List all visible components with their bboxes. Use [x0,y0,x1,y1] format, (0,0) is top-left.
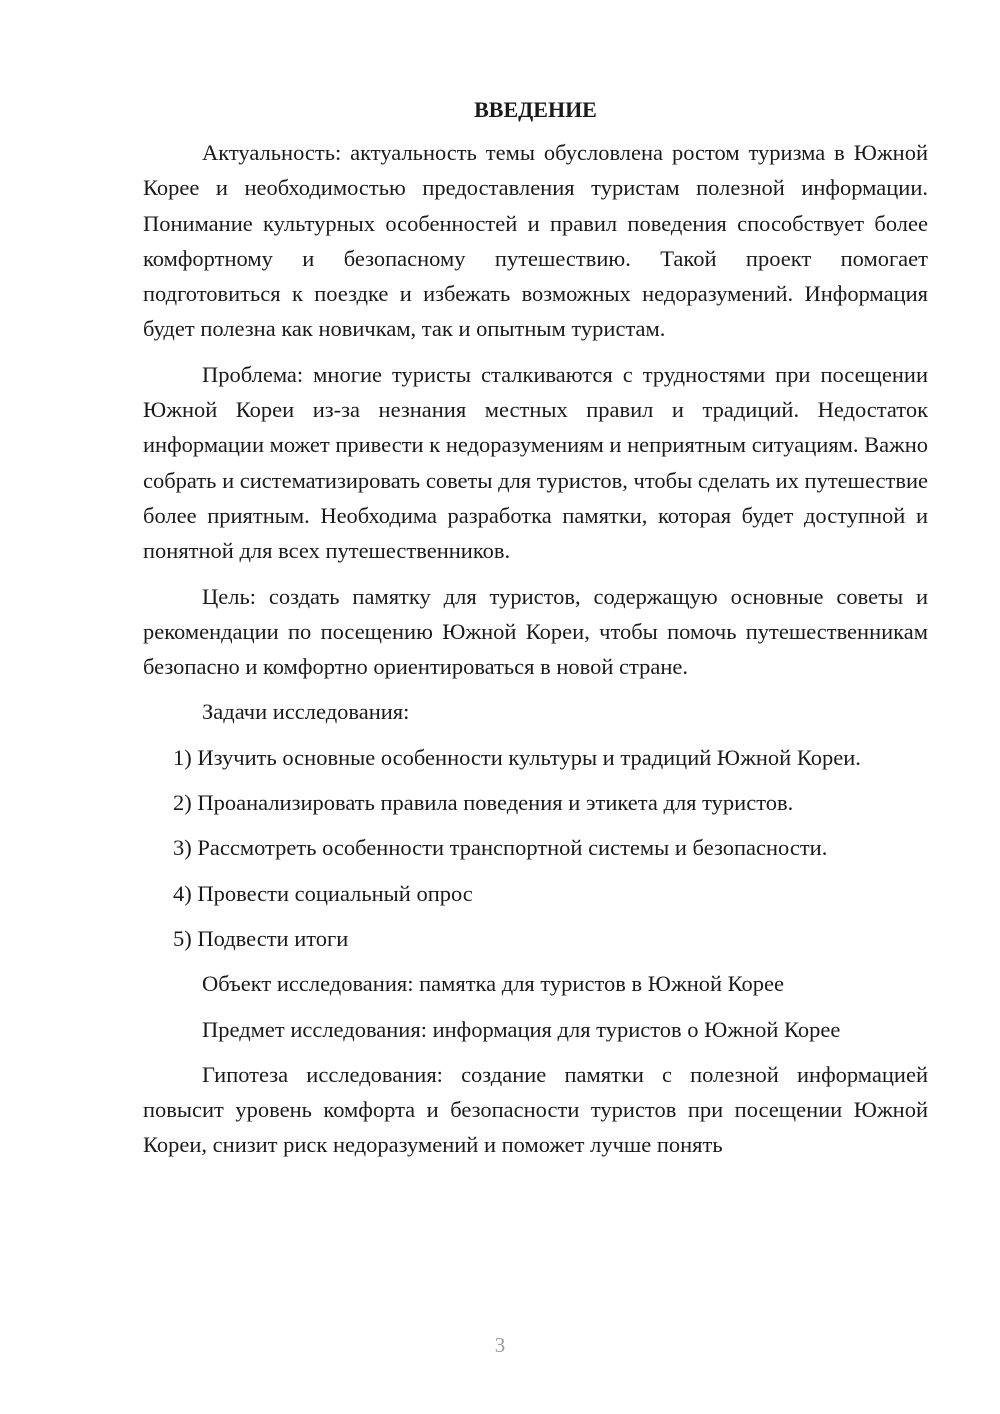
paragraph-subject: Предмет исследования: информация для туристов о Южной Корее [202,1016,841,1042]
task-item-2: 2) Проанализировать правила поведения и этикета для туристов. [173,790,794,816]
paragraph-hypothesis: Гипотеза исследования: создание памятки с полезной информацией повысит уровень комфорта и безопасности туристов при посещении Южной Кореи, снизит риск недоразумений и поможет лучше понять [143,1061,928,1158]
task-item-5: 5) Подвести итоги [173,925,349,951]
task-item-3: 3) Рассмотреть особенности транспортной системы и безопасности. [173,835,828,861]
paragraph-goal: Цель: создать памятку для туристов, содержащую основные советы и рекомендации по посещению Южной Кореи, чтобы помочь путешественникам безопасно и комфортно ориентироваться в новой стране. [143,583,928,680]
document-page [143,95,928,1173]
task-item-4: 4) Провести социальный опрос [173,880,473,906]
task-item-1: 1) Изучить основные особенности культуры и традиций Южной Кореи. [173,744,861,770]
tasks-title: Задачи исследования: [202,699,410,725]
page-title: ВВЕДЕНИЕ [474,97,597,122]
paragraph-object: Объект исследования: памятка для туристов в Южной Корее [202,971,785,997]
page-number: 3 [494,1333,506,1357]
paragraph-relevance: Актуальность: актуальность темы обусловлена ростом туризма в Южной Корее и необходимостью предоставления туристам полезной информации. Понимание культурных особенностей и правил поведения способствует более комфортному и безопасному путешествию. Такой проект помогает подготовиться к поездке и избежать возможных недоразумений. Информация будет полезна как новичкам, так и опытным туристам. [143,140,928,342]
paragraph-problem: Проблема: многие туристы сталкиваются с трудностями при посещении Южной Кореи из-за незнания местных правил и традиций. Недостаток информации может привести к недоразумениям и неприятным ситуациям. Важно собрать и систематизировать советы для туристов, чтобы сделать их путешествие более приятным. Необходима разработка памятки, которая будет доступной и понятной для всех путешественников. [143,361,928,564]
